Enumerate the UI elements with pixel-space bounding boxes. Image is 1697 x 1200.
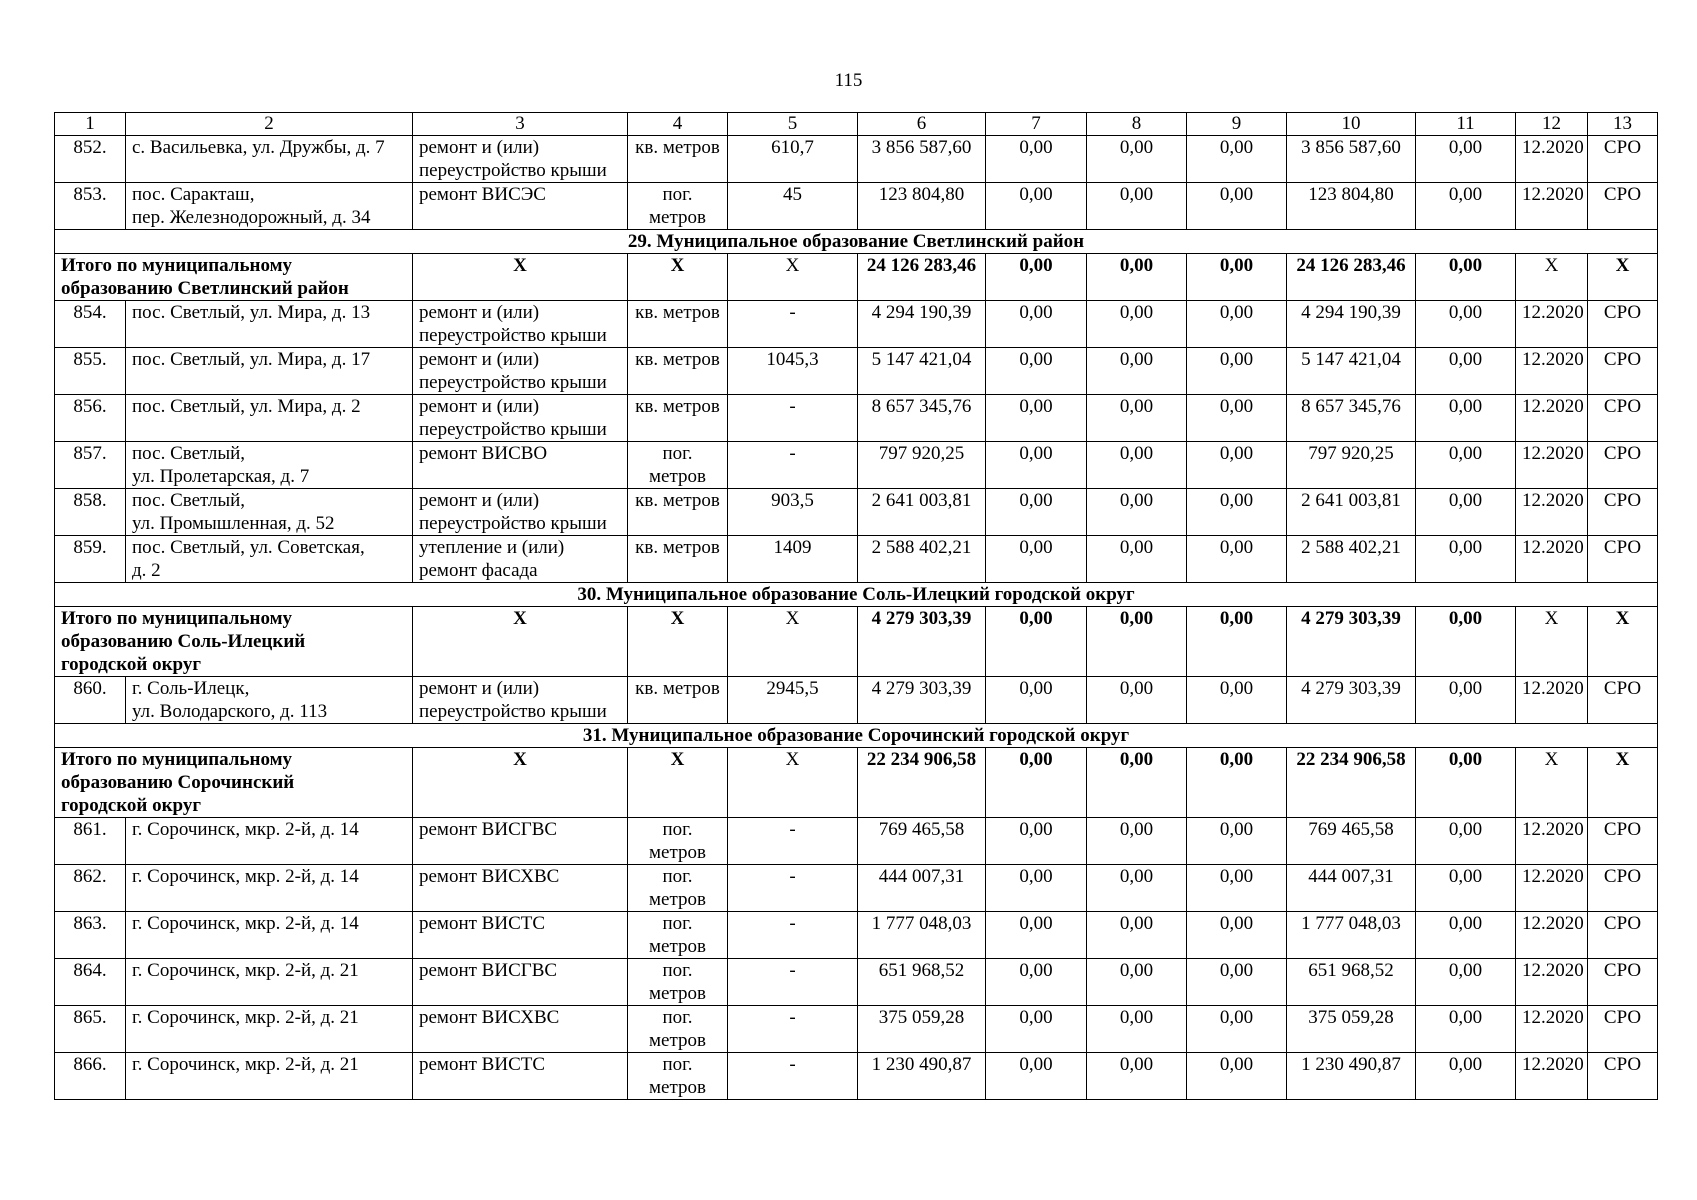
- method-cell: СРО: [1588, 1053, 1658, 1100]
- term-cell: 12.2020: [1516, 1006, 1588, 1053]
- value-col-8: 0,00: [1087, 254, 1187, 301]
- column-number-8: 8: [1087, 113, 1187, 136]
- total-cost-cell: 1 777 048,03: [858, 912, 986, 959]
- address-cell: г. Сорочинск, мкр. 2-й, д. 14: [126, 912, 413, 959]
- column-number-6: 6: [858, 113, 986, 136]
- total-cost-cell: 4 294 190,39: [858, 301, 986, 348]
- value-col-9: 0,00: [1187, 183, 1287, 230]
- area-cell: -: [728, 301, 858, 348]
- method-cell: СРО: [1588, 301, 1658, 348]
- value-col-10: 24 126 283,46: [1287, 254, 1416, 301]
- x-mark: Х: [728, 748, 858, 818]
- value-col-11: 0,00: [1416, 348, 1516, 395]
- value-col-10: 4 279 303,39: [1287, 607, 1416, 677]
- x-mark: Х: [1516, 607, 1588, 677]
- row-number: 866.: [55, 1053, 126, 1100]
- address-cell: пос. Светлый, ул. Мира, д. 13: [126, 301, 413, 348]
- row-number: 859.: [55, 536, 126, 583]
- total-cost: 24 126 283,46: [858, 254, 986, 301]
- term-cell: 12.2020: [1516, 136, 1588, 183]
- x-mark: Х: [628, 254, 728, 301]
- value-col-9: 0,00: [1187, 818, 1287, 865]
- term-cell: 12.2020: [1516, 348, 1588, 395]
- value-col-9: 0,00: [1187, 395, 1287, 442]
- value-col-8: 0,00: [1087, 395, 1187, 442]
- column-number-header-row: [55, 113, 1658, 136]
- value-col-10: 123 804,80: [1287, 183, 1416, 230]
- row-number: 856.: [55, 395, 126, 442]
- x-mark: Х: [413, 607, 628, 677]
- value-col-11: 0,00: [1416, 865, 1516, 912]
- value-col-7: 0,00: [986, 607, 1087, 677]
- column-number-3: 3: [413, 113, 628, 136]
- value-col-9: 0,00: [1187, 912, 1287, 959]
- value-col-11: 0,00: [1416, 395, 1516, 442]
- value-col-8: 0,00: [1087, 183, 1187, 230]
- work-type-cell: ремонт и (или) переустройство крыши: [413, 136, 628, 183]
- method-cell: СРО: [1588, 912, 1658, 959]
- work-type-cell: ремонт ВИСВО: [413, 442, 628, 489]
- total-cost-cell: 651 968,52: [858, 959, 986, 1006]
- term-cell: 12.2020: [1516, 677, 1588, 724]
- capital-repair-table: [54, 112, 1658, 1100]
- row-number: 860.: [55, 677, 126, 724]
- method-cell: СРО: [1588, 442, 1658, 489]
- value-col-10: 8 657 345,76: [1287, 395, 1416, 442]
- table-row: [55, 489, 1658, 536]
- method-cell: СРО: [1588, 865, 1658, 912]
- area-cell: 903,5: [728, 489, 858, 536]
- value-col-9: 0,00: [1187, 301, 1287, 348]
- value-col-10: 4 294 190,39: [1287, 301, 1416, 348]
- row-number: 864.: [55, 959, 126, 1006]
- value-col-10: 1 777 048,03: [1287, 912, 1416, 959]
- value-col-8: 0,00: [1087, 865, 1187, 912]
- value-col-10: 444 007,31: [1287, 865, 1416, 912]
- total-cost-cell: 2 641 003,81: [858, 489, 986, 536]
- unit-cell: пог. метров: [628, 818, 728, 865]
- table-row: [55, 959, 1658, 1006]
- value-col-9: 0,00: [1187, 748, 1287, 818]
- value-col-8: 0,00: [1087, 489, 1187, 536]
- total-cost-cell: 5 147 421,04: [858, 348, 986, 395]
- table-row: [55, 865, 1658, 912]
- x-mark: Х: [1516, 254, 1588, 301]
- work-type-cell: ремонт ВИСТС: [413, 1053, 628, 1100]
- address-cell: г. Соль-Илецк, ул. Володарского, д. 113: [126, 677, 413, 724]
- row-number: 855.: [55, 348, 126, 395]
- term-cell: 12.2020: [1516, 912, 1588, 959]
- work-type-cell: ремонт и (или) переустройство крыши: [413, 395, 628, 442]
- method-cell: СРО: [1588, 536, 1658, 583]
- column-number-5: 5: [728, 113, 858, 136]
- value-col-8: 0,00: [1087, 136, 1187, 183]
- value-col-10: 769 465,58: [1287, 818, 1416, 865]
- column-number-12: 12: [1516, 113, 1588, 136]
- value-col-9: 0,00: [1187, 607, 1287, 677]
- unit-cell: пог. метров: [628, 959, 728, 1006]
- value-col-9: 0,00: [1187, 136, 1287, 183]
- term-cell: 12.2020: [1516, 183, 1588, 230]
- unit-cell: кв. метров: [628, 136, 728, 183]
- value-col-8: 0,00: [1087, 1006, 1187, 1053]
- x-mark: Х: [413, 748, 628, 818]
- x-mark: Х: [628, 607, 728, 677]
- address-cell: г. Сорочинск, мкр. 2-й, д. 21: [126, 1006, 413, 1053]
- value-col-8: 0,00: [1087, 536, 1187, 583]
- address-cell: с. Васильевка, ул. Дружбы, д. 7: [126, 136, 413, 183]
- table-row: [55, 348, 1658, 395]
- work-type-cell: ремонт ВИСГВС: [413, 959, 628, 1006]
- total-label: Итого по муниципальному образованию Светлинский район: [55, 254, 413, 301]
- row-number: 854.: [55, 301, 126, 348]
- unit-cell: кв. метров: [628, 489, 728, 536]
- row-number: 861.: [55, 818, 126, 865]
- value-col-10: 797 920,25: [1287, 442, 1416, 489]
- table-row: [55, 536, 1658, 583]
- table-row: [55, 136, 1658, 183]
- work-type-cell: ремонт и (или) переустройство крыши: [413, 301, 628, 348]
- row-number: 862.: [55, 865, 126, 912]
- row-number: 865.: [55, 1006, 126, 1053]
- value-col-11: 0,00: [1416, 136, 1516, 183]
- value-col-8: 0,00: [1087, 677, 1187, 724]
- method-cell: СРО: [1588, 959, 1658, 1006]
- method-cell: СРО: [1588, 1006, 1658, 1053]
- table-row: [55, 395, 1658, 442]
- term-cell: 12.2020: [1516, 395, 1588, 442]
- value-col-11: 0,00: [1416, 818, 1516, 865]
- area-cell: -: [728, 912, 858, 959]
- value-col-9: 0,00: [1187, 1053, 1287, 1100]
- unit-cell: кв. метров: [628, 677, 728, 724]
- value-col-10: 2 588 402,21: [1287, 536, 1416, 583]
- x-mark: Х: [1516, 748, 1588, 818]
- work-type-cell: ремонт и (или) переустройство крыши: [413, 348, 628, 395]
- value-col-7: 0,00: [986, 677, 1087, 724]
- unit-cell: кв. метров: [628, 536, 728, 583]
- section-header-row: [55, 583, 1658, 607]
- value-col-7: 0,00: [986, 348, 1087, 395]
- work-type-cell: ремонт ВИСТС: [413, 912, 628, 959]
- x-mark: Х: [1588, 607, 1658, 677]
- column-number-7: 7: [986, 113, 1087, 136]
- work-type-cell: ремонт ВИСЭС: [413, 183, 628, 230]
- table-row: [55, 818, 1658, 865]
- value-col-7: 0,00: [986, 748, 1087, 818]
- work-type-cell: утепление и (или) ремонт фасада: [413, 536, 628, 583]
- area-cell: 2945,5: [728, 677, 858, 724]
- column-number-4: 4: [628, 113, 728, 136]
- value-col-10: 1 230 490,87: [1287, 1053, 1416, 1100]
- total-cost-cell: 8 657 345,76: [858, 395, 986, 442]
- value-col-10: 22 234 906,58: [1287, 748, 1416, 818]
- value-col-9: 0,00: [1187, 254, 1287, 301]
- address-cell: пос. Саракташ, пер. Железнодорожный, д. 34: [126, 183, 413, 230]
- area-cell: 610,7: [728, 136, 858, 183]
- total-cost-cell: 2 588 402,21: [858, 536, 986, 583]
- area-cell: 1045,3: [728, 348, 858, 395]
- total-cost: 4 279 303,39: [858, 607, 986, 677]
- column-number-1: 1: [55, 113, 126, 136]
- method-cell: СРО: [1588, 677, 1658, 724]
- value-col-7: 0,00: [986, 395, 1087, 442]
- value-col-11: 0,00: [1416, 442, 1516, 489]
- value-col-7: 0,00: [986, 254, 1087, 301]
- value-col-11: 0,00: [1416, 748, 1516, 818]
- total-cost-cell: 797 920,25: [858, 442, 986, 489]
- area-cell: -: [728, 442, 858, 489]
- total-cost-cell: 769 465,58: [858, 818, 986, 865]
- unit-cell: пог. метров: [628, 912, 728, 959]
- total-cost: 22 234 906,58: [858, 748, 986, 818]
- total-cost-cell: 375 059,28: [858, 1006, 986, 1053]
- address-cell: пос. Светлый, ул. Мира, д. 17: [126, 348, 413, 395]
- value-col-10: 2 641 003,81: [1287, 489, 1416, 536]
- total-cost-cell: 4 279 303,39: [858, 677, 986, 724]
- area-cell: -: [728, 1006, 858, 1053]
- value-col-7: 0,00: [986, 442, 1087, 489]
- method-cell: СРО: [1588, 348, 1658, 395]
- x-mark: Х: [1588, 254, 1658, 301]
- value-col-8: 0,00: [1087, 748, 1187, 818]
- method-cell: СРО: [1588, 183, 1658, 230]
- table-row: [55, 301, 1658, 348]
- value-col-9: 0,00: [1187, 865, 1287, 912]
- value-col-7: 0,00: [986, 489, 1087, 536]
- address-cell: пос. Светлый, ул. Советская, д. 2: [126, 536, 413, 583]
- term-cell: 12.2020: [1516, 959, 1588, 1006]
- value-col-9: 0,00: [1187, 959, 1287, 1006]
- value-col-10: 5 147 421,04: [1287, 348, 1416, 395]
- row-number: 853.: [55, 183, 126, 230]
- address-cell: г. Сорочинск, мкр. 2-й, д. 21: [126, 959, 413, 1006]
- column-number-11: 11: [1416, 113, 1516, 136]
- value-col-10: 4 279 303,39: [1287, 677, 1416, 724]
- section-header-row: [55, 724, 1658, 748]
- table-row: [55, 677, 1658, 724]
- value-col-9: 0,00: [1187, 1006, 1287, 1053]
- value-col-10: 375 059,28: [1287, 1006, 1416, 1053]
- value-col-7: 0,00: [986, 912, 1087, 959]
- method-cell: СРО: [1588, 395, 1658, 442]
- value-col-8: 0,00: [1087, 607, 1187, 677]
- value-col-9: 0,00: [1187, 489, 1287, 536]
- value-col-11: 0,00: [1416, 536, 1516, 583]
- section-title: 30. Муниципальное образование Соль-Илецкий городской округ: [55, 583, 1658, 607]
- unit-cell: пог. метров: [628, 1053, 728, 1100]
- value-col-8: 0,00: [1087, 301, 1187, 348]
- value-col-7: 0,00: [986, 1006, 1087, 1053]
- section-title: 29. Муниципальное образование Светлинский район: [55, 230, 1658, 254]
- work-type-cell: ремонт ВИСГВС: [413, 818, 628, 865]
- total-cost-cell: 444 007,31: [858, 865, 986, 912]
- total-cost-cell: 123 804,80: [858, 183, 986, 230]
- total-cost-cell: 3 856 587,60: [858, 136, 986, 183]
- method-cell: СРО: [1588, 489, 1658, 536]
- work-type-cell: ремонт и (или) переустройство крыши: [413, 677, 628, 724]
- value-col-11: 0,00: [1416, 254, 1516, 301]
- table-row: [55, 183, 1658, 230]
- work-type-cell: ремонт ВИСХВС: [413, 865, 628, 912]
- row-number: 852.: [55, 136, 126, 183]
- value-col-8: 0,00: [1087, 348, 1187, 395]
- total-label: Итого по муниципальному образованию Сорочинский городской округ: [55, 748, 413, 818]
- unit-cell: пог. метров: [628, 183, 728, 230]
- unit-cell: кв. метров: [628, 348, 728, 395]
- value-col-11: 0,00: [1416, 1006, 1516, 1053]
- value-col-8: 0,00: [1087, 818, 1187, 865]
- term-cell: 12.2020: [1516, 865, 1588, 912]
- column-number-9: 9: [1187, 113, 1287, 136]
- value-col-7: 0,00: [986, 136, 1087, 183]
- value-col-11: 0,00: [1416, 607, 1516, 677]
- municipality-total-row: [55, 748, 1658, 818]
- area-cell: -: [728, 395, 858, 442]
- term-cell: 12.2020: [1516, 818, 1588, 865]
- value-col-11: 0,00: [1416, 912, 1516, 959]
- section-title: 31. Муниципальное образование Сорочинский городской округ: [55, 724, 1658, 748]
- address-cell: пос. Светлый, ул. Промышленная, д. 52: [126, 489, 413, 536]
- value-col-8: 0,00: [1087, 959, 1187, 1006]
- unit-cell: пог. метров: [628, 865, 728, 912]
- value-col-9: 0,00: [1187, 536, 1287, 583]
- area-cell: -: [728, 818, 858, 865]
- address-cell: г. Сорочинск, мкр. 2-й, д. 14: [126, 818, 413, 865]
- value-col-10: 3 856 587,60: [1287, 136, 1416, 183]
- value-col-11: 0,00: [1416, 1053, 1516, 1100]
- term-cell: 12.2020: [1516, 442, 1588, 489]
- value-col-7: 0,00: [986, 865, 1087, 912]
- table-row: [55, 1006, 1658, 1053]
- term-cell: 12.2020: [1516, 489, 1588, 536]
- municipality-total-row: [55, 607, 1658, 677]
- value-col-11: 0,00: [1416, 959, 1516, 1006]
- value-col-9: 0,00: [1187, 677, 1287, 724]
- row-number: 858.: [55, 489, 126, 536]
- value-col-7: 0,00: [986, 301, 1087, 348]
- term-cell: 12.2020: [1516, 301, 1588, 348]
- row-number: 863.: [55, 912, 126, 959]
- area-cell: 45: [728, 183, 858, 230]
- column-number-2: 2: [126, 113, 413, 136]
- value-col-11: 0,00: [1416, 677, 1516, 724]
- value-col-11: 0,00: [1416, 301, 1516, 348]
- value-col-9: 0,00: [1187, 442, 1287, 489]
- value-col-7: 0,00: [986, 536, 1087, 583]
- x-mark: Х: [628, 748, 728, 818]
- area-cell: -: [728, 865, 858, 912]
- x-mark: Х: [728, 254, 858, 301]
- column-number-10: 10: [1287, 113, 1416, 136]
- method-cell: СРО: [1588, 136, 1658, 183]
- address-cell: г. Сорочинск, мкр. 2-й, д. 21: [126, 1053, 413, 1100]
- unit-cell: пог. метров: [628, 442, 728, 489]
- unit-cell: пог. метров: [628, 1006, 728, 1053]
- unit-cell: кв. метров: [628, 301, 728, 348]
- value-col-8: 0,00: [1087, 1053, 1187, 1100]
- x-mark: Х: [1588, 748, 1658, 818]
- area-cell: -: [728, 1053, 858, 1100]
- address-cell: г. Сорочинск, мкр. 2-й, д. 14: [126, 865, 413, 912]
- area-cell: 1409: [728, 536, 858, 583]
- value-col-10: 651 968,52: [1287, 959, 1416, 1006]
- column-number-13: 13: [1588, 113, 1658, 136]
- table-row: [55, 1053, 1658, 1100]
- value-col-11: 0,00: [1416, 183, 1516, 230]
- table-row: [55, 442, 1658, 489]
- section-header-row: [55, 230, 1658, 254]
- work-type-cell: ремонт ВИСХВС: [413, 1006, 628, 1053]
- value-col-7: 0,00: [986, 1053, 1087, 1100]
- value-col-8: 0,00: [1087, 912, 1187, 959]
- value-col-7: 0,00: [986, 818, 1087, 865]
- term-cell: 12.2020: [1516, 536, 1588, 583]
- total-label: Итого по муниципальному образованию Соль-Илецкий городской округ: [55, 607, 413, 677]
- x-mark: Х: [728, 607, 858, 677]
- value-col-9: 0,00: [1187, 348, 1287, 395]
- total-cost-cell: 1 230 490,87: [858, 1053, 986, 1100]
- value-col-11: 0,00: [1416, 489, 1516, 536]
- address-cell: пос. Светлый, ул. Мира, д. 2: [126, 395, 413, 442]
- value-col-7: 0,00: [986, 183, 1087, 230]
- term-cell: 12.2020: [1516, 1053, 1588, 1100]
- page-number: 115: [834, 70, 863, 91]
- row-number: 857.: [55, 442, 126, 489]
- value-col-7: 0,00: [986, 959, 1087, 1006]
- table-row: [55, 912, 1658, 959]
- value-col-8: 0,00: [1087, 442, 1187, 489]
- x-mark: Х: [413, 254, 628, 301]
- municipality-total-row: [55, 254, 1658, 301]
- address-cell: пос. Светлый, ул. Пролетарская, д. 7: [126, 442, 413, 489]
- unit-cell: кв. метров: [628, 395, 728, 442]
- work-type-cell: ремонт и (или) переустройство крыши: [413, 489, 628, 536]
- table-body: [55, 113, 1658, 1100]
- method-cell: СРО: [1588, 818, 1658, 865]
- area-cell: -: [728, 959, 858, 1006]
